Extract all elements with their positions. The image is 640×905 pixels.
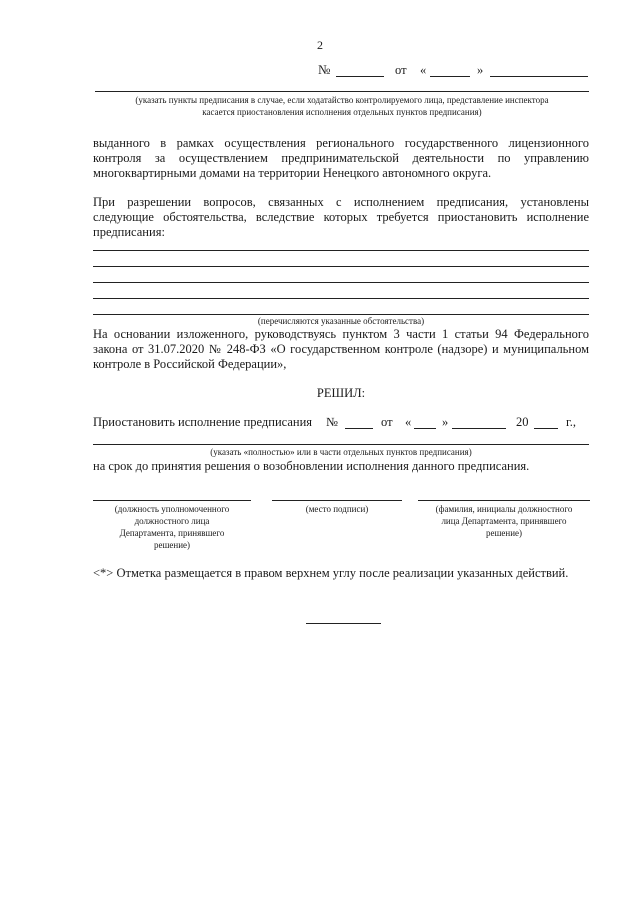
decision-heading: РЕШИЛ: — [316, 386, 366, 400]
para1-line1: выданного в рамках осуществления регионального государственного лицензионного — [93, 136, 589, 150]
decision-scope-line — [93, 444, 589, 445]
footnote: <*> Отметка размещается в правом верхнем углу после реализации указанных действий. — [93, 566, 569, 580]
para3-line3: контроле в Российской Федерации», — [93, 357, 287, 371]
number-sign: № — [318, 62, 331, 77]
blank-line-4 — [93, 298, 589, 299]
position-caption: (должность уполномоченного должностного лица Департамента, принявшего решение) — [114, 504, 230, 550]
date-blank — [490, 76, 588, 77]
header-line — [95, 91, 589, 92]
decision-year-prefix: 20 — [516, 415, 529, 429]
decision-year-suffix: г., — [566, 415, 576, 429]
name-line — [418, 500, 590, 501]
name-caption: (фамилия, инициалы должностного лица Департамента, принявшего решение) — [435, 504, 573, 538]
suspend-text: Приостановить исполнение предписания — [93, 415, 313, 429]
position-line — [93, 500, 251, 501]
para2-line1: При разрешении вопросов, связанных с исполнением предписания, установлены — [93, 195, 589, 209]
blank-line-1 — [93, 250, 589, 251]
blank-line-2 — [93, 266, 589, 267]
day-blank — [430, 76, 470, 77]
decision-number-sign: № — [326, 415, 338, 429]
decision-open-quote: « — [405, 415, 412, 429]
decision-scope-caption: (указать «полностью» или в части отдельных пунктов предписания) — [210, 447, 472, 457]
blank-line-3 — [93, 282, 589, 283]
para2-line3: предписания: — [93, 225, 165, 239]
para3-line2: закона от 31.07.2020 № 248-ФЗ «О государственном контроле (надзоре) и муниципальном — [93, 342, 589, 356]
subtitle-note-line1: (указать пункты предписания в случае, если ходатайство контролируемого лица, представление инспектора — [135, 95, 549, 105]
term-text: на срок до принятия решения о возобновлении исполнения данного предписания. — [93, 459, 530, 473]
end-rule — [306, 623, 381, 624]
from-word: от — [395, 63, 407, 77]
decision-number-blank — [345, 428, 373, 429]
decision-close-quote: » — [442, 415, 449, 429]
page-number: 2 — [317, 38, 323, 52]
open-quote: « — [420, 63, 427, 77]
signature-line — [272, 500, 402, 501]
decision-year-blank — [534, 428, 558, 429]
number-blank — [336, 76, 384, 77]
signature-caption: (место подписи) — [305, 504, 369, 514]
decision-from-word: от — [381, 415, 393, 429]
decision-month-blank — [452, 428, 506, 429]
para3-line1: На основании изложенного, руководствуясь пунктом 3 части 1 статьи 94 Федерального — [93, 327, 589, 341]
subtitle-note-line2: касается приостановления исполнения отдельных пунктов предписания) — [202, 107, 482, 117]
circumstances-caption: (перечисляются указанные обстоятельства) — [257, 316, 425, 326]
close-quote: » — [477, 63, 484, 77]
para1-line3: многоквартирными домами на территории Ненецкого автономного округа. — [93, 166, 492, 180]
para1-line2: контроля за осуществлением предпринимательской деятельности по управлению — [93, 151, 589, 165]
decision-day-blank — [414, 428, 436, 429]
para2-line2: следующие обстоятельства, вследствие которых требуется приостановить исполнение — [93, 210, 589, 224]
